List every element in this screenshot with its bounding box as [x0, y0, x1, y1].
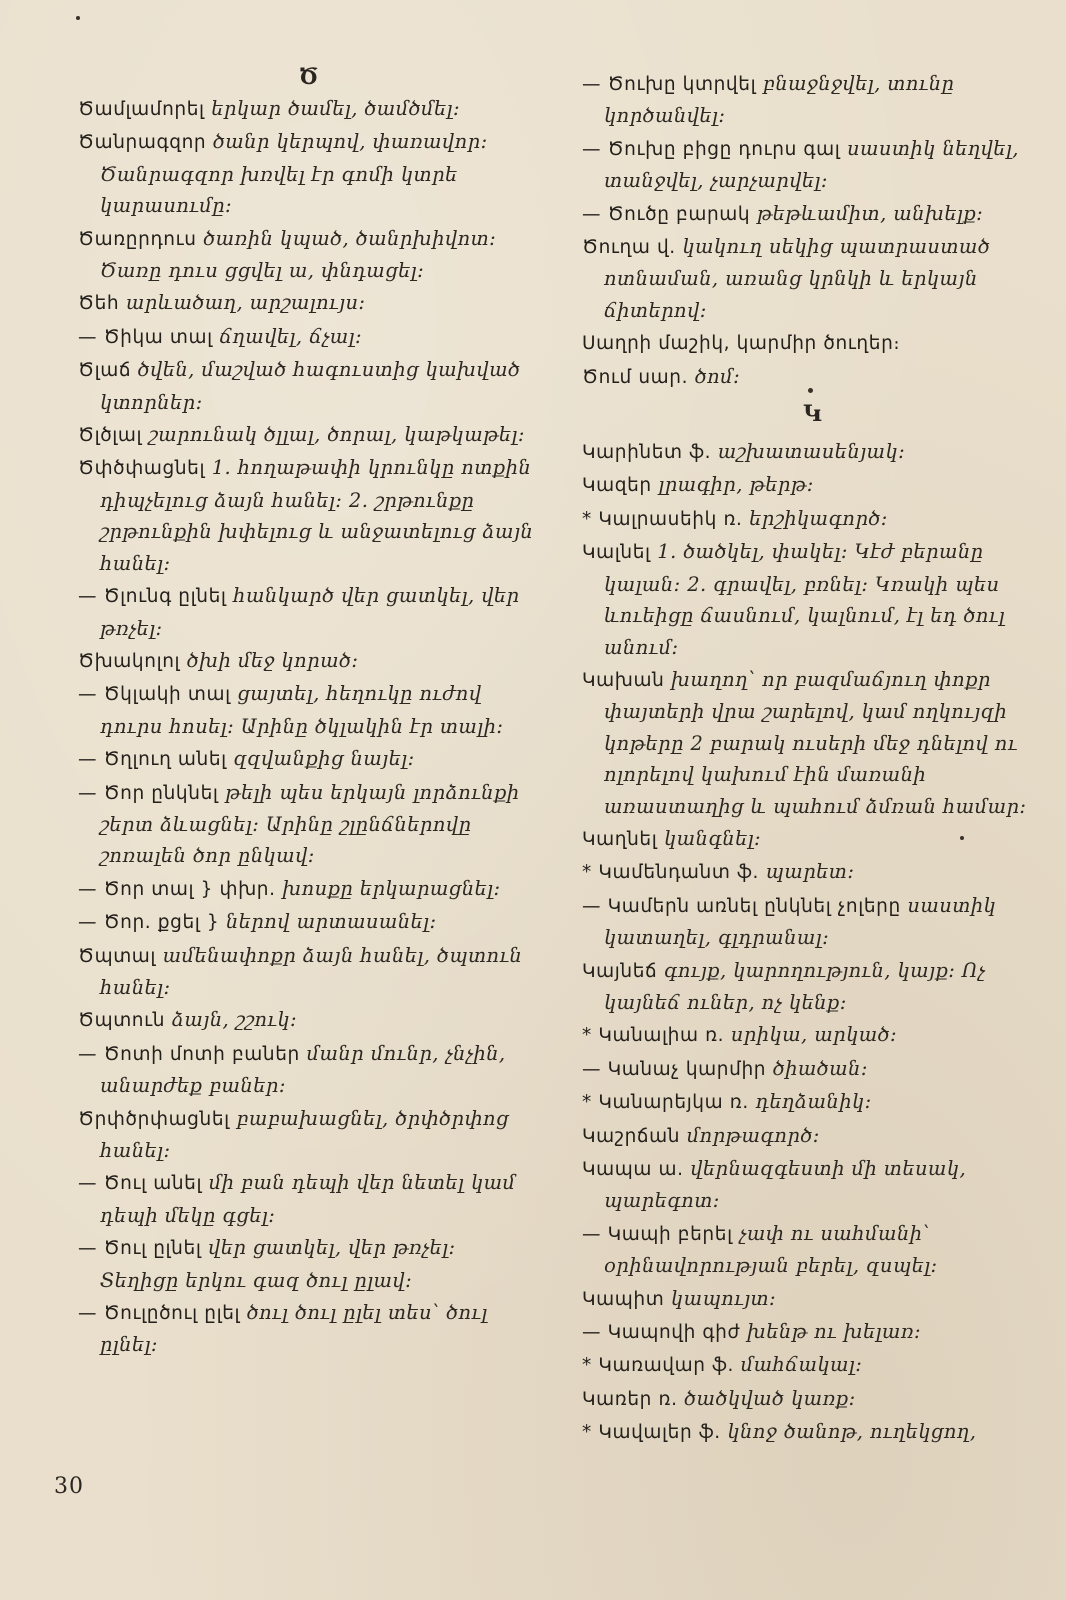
- entry-definition: աշխատասենյակ։: [711, 440, 906, 464]
- entry-definition: խոսքը երկարացնել։: [275, 876, 501, 900]
- entry-definition: երկար ծամել, ծամծմել։: [204, 97, 460, 120]
- entry-list: [582, 68, 1044, 393]
- entry-definition: ծվեն, մաշված հագուստից կախված կտորներ։: [100, 358, 521, 414]
- entry-headword: — Ծուխը բիցը դուրս գալ: [582, 138, 841, 160]
- dictionary-entry: [582, 1019, 1044, 1051]
- dictionary-entry: [78, 287, 540, 319]
- dictionary-entry: [582, 1349, 1044, 1381]
- entry-headword: Կառեր ռ.: [582, 1388, 678, 1410]
- entry-headword: Կայնեճ: [582, 960, 658, 982]
- entry-definition: սրիկա, արկած։: [724, 1023, 898, 1047]
- page-number: 30: [54, 1474, 84, 1499]
- entry-definition: մահճակալ։: [734, 1353, 863, 1377]
- entry-definition: շարունակ ծլլալ, ծորալ, կաթկաթել։: [142, 423, 525, 447]
- entry-definition: ծառին կպած, ծանրխիվոտ։ Ծառը դուս ցցվել ա, փնդացել։: [100, 226, 497, 283]
- entry-list: [78, 93, 540, 1361]
- dictionary-entry: [582, 1416, 1044, 1448]
- entry-headword: Ծպտուն: [78, 1010, 166, 1032]
- entry-definition: թեթևամիտ, անխելք։: [750, 201, 984, 225]
- entry-definition: սաստիկ կատաղել, գլդրանալ։: [604, 893, 997, 950]
- entry-headword: Ծփծփացնել: [78, 458, 206, 480]
- dictionary-entry: [582, 1120, 1044, 1152]
- dictionary-entry: [582, 1316, 1044, 1348]
- dictionary-entry: [582, 1053, 1044, 1085]
- letter-heading: Ծ: [298, 64, 320, 90]
- dictionary-entry: [78, 777, 540, 872]
- entry-definition: չափ ու սահմանի՝ օրինավորության բերել, զսպել։: [604, 1221, 938, 1278]
- entry-definition: թելի պես երկայն լորձունքի շերտ ձևացնել։ Արինը շլընճներովը շոռալեն ծոր ընկավ։: [100, 780, 520, 868]
- dictionary-entry: [78, 452, 540, 579]
- entry-headword: Կալնել: [582, 542, 651, 564]
- dictionary-entry: [78, 1297, 540, 1361]
- entry-definition: ճղավել, ճչալ։: [212, 324, 363, 348]
- entry-headword: — Ծոր տալ } փխր.: [78, 878, 276, 900]
- entry-headword: — Ծուլըծուլ ըլել: [78, 1303, 241, 1325]
- right-column: [582, 68, 1044, 1450]
- entry-definition: խենթ ու խելառ։: [740, 1320, 922, 1344]
- entry-headword: — Ծուծը բարակ: [582, 203, 751, 225]
- entry-headword: — Ծոտի մոտի բաներ: [78, 1043, 300, 1065]
- entry-definition: բնաջնջվել, տունը կործանվել։: [604, 72, 955, 128]
- entry-definition: ծուլ ծուլ ըլել տես՝ ծուլ ըլնել։: [100, 1301, 488, 1357]
- dictionary-entry: [582, 890, 1044, 954]
- entry-definition: ծոմ։: [688, 364, 741, 388]
- entry-headword: Կապիտ: [582, 1288, 665, 1310]
- left-column: [78, 62, 540, 1362]
- entry-definition: 1. հողաթափի կրունկը ոտքին դիպչելուց ձայն հանել։ 2. շրթունքը շրթունքին խփելուց և անջատելուց ձայն հանել։: [100, 456, 534, 575]
- entry-definition: ցայտել, հեղուկը ուժով դուրս հոսել։ Արինը ծկլակին էր տալի։: [100, 682, 504, 738]
- entry-headword: — Ծոր ընկնել: [78, 782, 219, 804]
- dictionary-entry: [582, 133, 1044, 197]
- entry-definition: բաբախացնել, ծրփծրփոց հանել։: [100, 1106, 509, 1162]
- entry-headword: — Ծուլ անել: [78, 1173, 203, 1195]
- entry-headword: * Կավալեր ֆ.: [582, 1422, 721, 1444]
- entry-headword: Կարինետ ֆ.: [582, 442, 712, 464]
- dictionary-entry: [78, 873, 540, 905]
- entry-headword: * Կանալիա ռ.: [582, 1025, 725, 1047]
- entry-definition: մի բան դեպի վեր նետել կամ դեպի մեկը գցել։: [100, 1171, 516, 1227]
- dictionary-entry: [78, 678, 540, 742]
- entry-headword: Ծեհ: [78, 293, 120, 315]
- dictionary-entry: [582, 327, 1044, 359]
- dictionary-entry: [78, 1103, 540, 1167]
- dictionary-entry: [78, 1167, 540, 1231]
- entry-definition: կանգնել։: [657, 826, 762, 850]
- entry-headword: — Ծկլակի տալ: [78, 684, 231, 706]
- dictionary-entry: [582, 361, 1044, 393]
- entry-definition: վեր ցատկել, վեր թռչել։ Տեղիցը երկու գազ ծուլ ըլավ։: [100, 1236, 456, 1292]
- dictionary-entry: [582, 823, 1044, 855]
- dictionary-entry: [78, 1232, 540, 1296]
- entry-headword: * Կալրասեիկ ռ.: [582, 508, 743, 530]
- entry-headword: Ծլծլալ: [78, 425, 143, 447]
- dictionary-entry: [582, 469, 1044, 501]
- entry-definition: սաստիկ նեղվել, տանջվել, չարչարվել։: [604, 136, 1019, 193]
- entry-definition: ծիածան։: [766, 1056, 868, 1080]
- entry-headword: Կախան: [582, 669, 665, 691]
- entry-headword: Ծլաճ: [78, 360, 132, 382]
- dictionary-entry: [582, 955, 1044, 1019]
- entry-headword: Կաշրճան: [582, 1125, 681, 1147]
- dictionary-entry: [582, 231, 1044, 326]
- dictionary-entry: [78, 580, 540, 644]
- dictionary-entry: [78, 1038, 540, 1102]
- entry-headword: — Կապովի գիժ: [582, 1322, 741, 1344]
- entry-headword: * Կամենդանտ ֆ.: [582, 862, 759, 884]
- entry-definition: դեղձանիկ։: [748, 1090, 872, 1114]
- dictionary-entry: [582, 856, 1044, 888]
- entry-definition: խաղող՝ որ բազմաճյուղ փոքր փայտերի վրա շարելով, կամ ողկույզի կոթերը 2 բարակ ուսերի մեջ դնելով ու ոլորելով կախում էին մառանի առաստաղից և պահում ձմռան համար։: [604, 667, 1027, 818]
- entry-headword: Սաղրի մաշիկ, կարմիր ծուղեր։: [582, 333, 901, 355]
- entry-headword: Ծպտալ: [78, 945, 157, 967]
- dictionary-entry: [78, 321, 540, 353]
- entry-headword: Կապա ա.: [582, 1159, 684, 1180]
- entry-headword: — Ծիկա տալ: [78, 326, 213, 348]
- dictionary-entry: [78, 743, 540, 775]
- dictionary-entry: [582, 1283, 1044, 1315]
- dictionary-entry: [582, 68, 1044, 132]
- entry-headword: — Ծուլ ըլնել: [78, 1238, 202, 1260]
- entry-definition: վերնազգեստի մի տեսակ, պարեգոտ։: [604, 1157, 967, 1213]
- entry-definition: մորթագործ։: [680, 1123, 820, 1147]
- entry-headword: — Կապի բերել: [582, 1223, 733, 1245]
- dictionary-entry: [78, 354, 540, 418]
- entry-definition: ծածկված կառք։: [677, 1386, 856, 1410]
- dictionary-entry: [582, 1153, 1044, 1217]
- entry-headword: Ծում սար.: [582, 366, 689, 388]
- entry-headword: — Կանաչ կարմիր: [582, 1058, 767, 1080]
- entry-headword: — Ծոր. քցել }: [78, 912, 220, 934]
- entry-definition: պարետ։: [758, 860, 855, 884]
- entry-list: [582, 436, 1044, 1449]
- entry-definition: կնոջ ծանոթ, ուղեկցող,: [720, 1420, 977, 1444]
- dictionary-entry: [78, 93, 540, 125]
- dictionary-entry: [582, 536, 1044, 663]
- letter-heading: Կ: [803, 401, 823, 428]
- entry-definition: կապույտ։: [664, 1286, 777, 1310]
- entry-headword: Ծուղա վ.: [582, 237, 676, 259]
- entry-headword: — Կամերն առնել ընկնել չոլերը: [582, 895, 901, 917]
- dictionary-entry: [582, 436, 1044, 468]
- entry-definition: արևածաղ, արշալույս։: [119, 291, 366, 315]
- entry-headword: Կաղնել: [582, 828, 658, 850]
- entry-definition: լրագիր, թերթ։: [651, 473, 814, 497]
- entry-headword: — Ծուխը կտրվել: [582, 74, 757, 95]
- entry-headword: Ծառըրդուս: [78, 228, 197, 250]
- entry-definition: մանր մունր, չնչին, անարժեք բաներ։: [100, 1041, 506, 1098]
- entry-definition: գույք, կարողություն, կայք։ Ոչ կայնեճ ուներ, ոչ կենք։: [604, 958, 986, 1014]
- dictionary-entry: [78, 126, 540, 221]
- dictionary-entry: [582, 1086, 1044, 1118]
- dictionary-entry: [78, 1004, 540, 1036]
- dictionary-entry: [582, 664, 1044, 822]
- entry-definition: ամենափոքր ձայն հանել, ծպտուն հանել։: [100, 943, 523, 999]
- dictionary-entry: [582, 1383, 1044, 1415]
- entry-definition: 1. ծածկել, փակել։ Կէժ բերանը կալան։ 2. գրավել, բռնել։ Կռակի պես ևուեիցը ճասնում, կալնում, էլ եդ ծուլ անում։: [604, 540, 1006, 659]
- dictionary-entry: [78, 906, 540, 938]
- entry-headword: Ծանրագզոր: [78, 132, 207, 154]
- entry-headword: Ծխակոլոլ: [78, 650, 181, 672]
- entry-definition: ձայն, շշուկ։: [165, 1008, 298, 1032]
- entry-definition: երշիկագործ։: [742, 506, 888, 530]
- entry-definition: ներով արտասանել։: [219, 910, 437, 934]
- entry-headword: — Ծլունգ ըլնել: [78, 586, 227, 608]
- entry-headword: Ծամլամորել: [78, 99, 205, 120]
- dictionary-entry: [78, 645, 540, 677]
- dictionary-entry: [78, 419, 540, 451]
- dictionary-entry: [582, 503, 1044, 535]
- entry-headword: Ծրփծրփացնել: [78, 1108, 230, 1130]
- entry-headword: * Կառավար ֆ.: [582, 1355, 735, 1377]
- dictionary-entry: [582, 198, 1044, 230]
- entry-definition: ծանր կերպով, փառավոր։ Ծանրագզոր խռվել էր գոմի կտրե կարասումը։: [100, 130, 488, 218]
- dictionary-entry: [78, 940, 540, 1004]
- entry-definition: զզվանքից նայել։: [226, 747, 415, 771]
- entry-headword: Կազեր: [582, 475, 652, 497]
- entry-definition: ծխի մեջ կորած։: [180, 648, 359, 672]
- entry-definition: կակուղ սեկից պատրաստած ոտնաման, առանց կրնկի և երկայն ճիտերով։: [604, 235, 991, 322]
- entry-definition: հանկարծ վեր ցատկել, վեր թռչել։: [100, 584, 520, 640]
- dictionary-entry: [78, 223, 540, 287]
- dictionary-entry: [582, 1218, 1044, 1282]
- entry-headword: * Կանարեյկա ռ.: [582, 1092, 749, 1114]
- ink-speck: [76, 16, 80, 20]
- entry-headword: — Ծղլուղ անել: [78, 749, 227, 771]
